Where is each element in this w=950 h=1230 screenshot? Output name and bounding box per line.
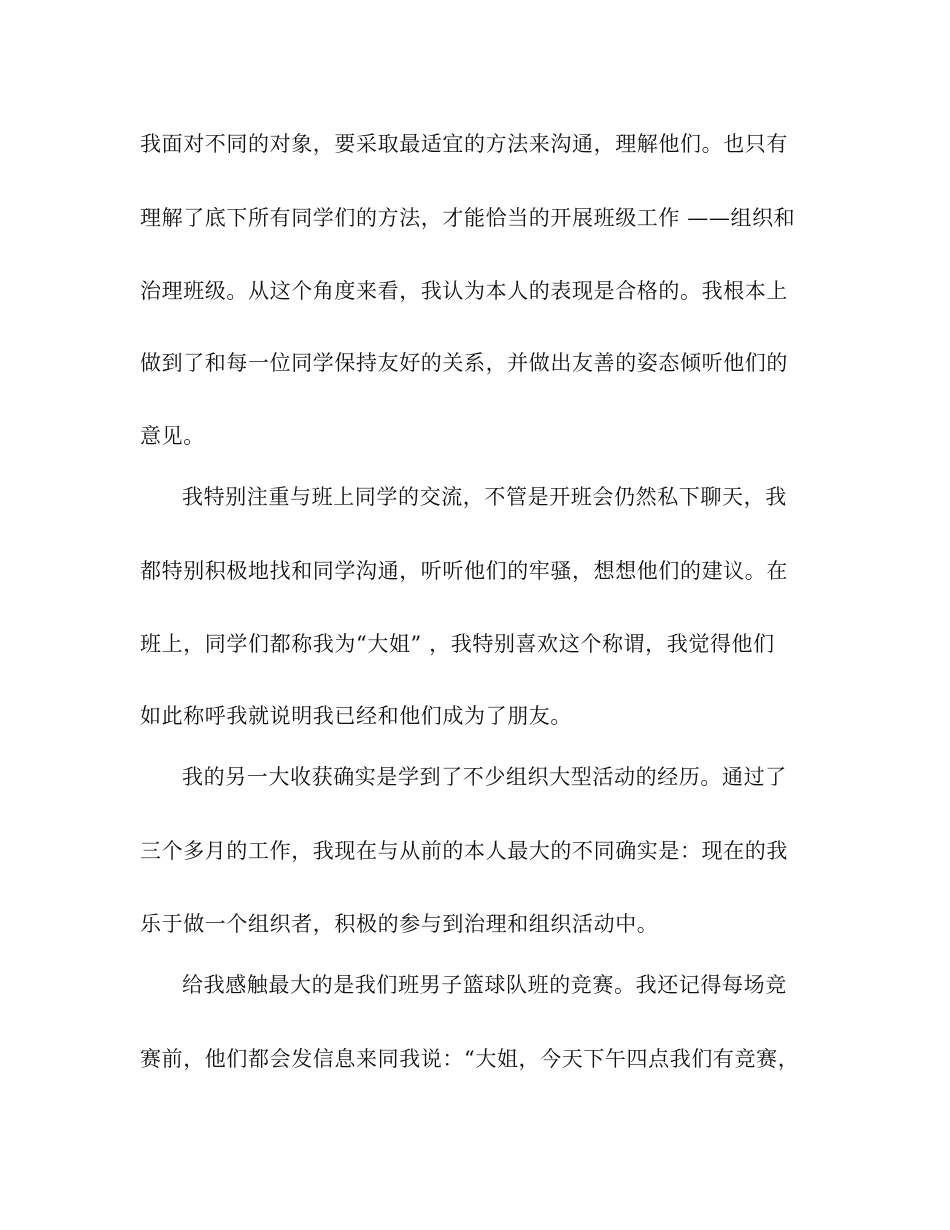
body-text-line: 都特别积极地找和同学沟通，听听他们的牢骚，想想他们的建议。在 bbox=[140, 559, 788, 583]
body-text-line: 如此称呼我就说明我已经和他们成为了朋友。 bbox=[140, 704, 572, 728]
body-text-line: 班上，同学们都称我为“大姐” ，我特别喜欢这个称谓，我觉得他们 bbox=[140, 632, 775, 656]
body-text-line: 乐于做一个组织者，积极的参与到治理和组织活动中。 bbox=[140, 912, 659, 936]
body-text-line: 我面对不同的对象，要采取最适宜的方法来沟通，理解他们。也只有 bbox=[140, 132, 788, 156]
paragraph-first-line: 我的另一大收获确实是学到了不少组织大型活动的经历。通过了 bbox=[182, 765, 787, 789]
body-text-line: 治理班级。从这个角度来看，我认为本人的表现是合格的。我根本上 bbox=[140, 279, 788, 303]
paragraph-first-line: 我特别注重与班上同学的交流，不管是开班会仍然私下聊天，我 bbox=[182, 485, 787, 509]
body-text-line: 意见。 bbox=[140, 424, 205, 448]
body-text-line: 赛前，他们都会发信息来同我说：“大姐，今天下午四点我们有竞赛， bbox=[140, 1047, 800, 1071]
body-text-line: 理解了底下所有同学们的方法，才能恰当的开展班级工作 ——组织和 bbox=[140, 206, 796, 230]
paragraph-first-line: 给我感触最大的是我们班男子篮球队班的竞赛。我还记得每场竞 bbox=[182, 973, 787, 997]
body-text-line: 做到了和每一位同学保持友好的关系，并做出友善的姿态倾听他们的 bbox=[140, 351, 788, 375]
body-text-line: 三个多月的工作，我现在与从前的本人最大的不同确实是：现在的我 bbox=[140, 839, 788, 863]
